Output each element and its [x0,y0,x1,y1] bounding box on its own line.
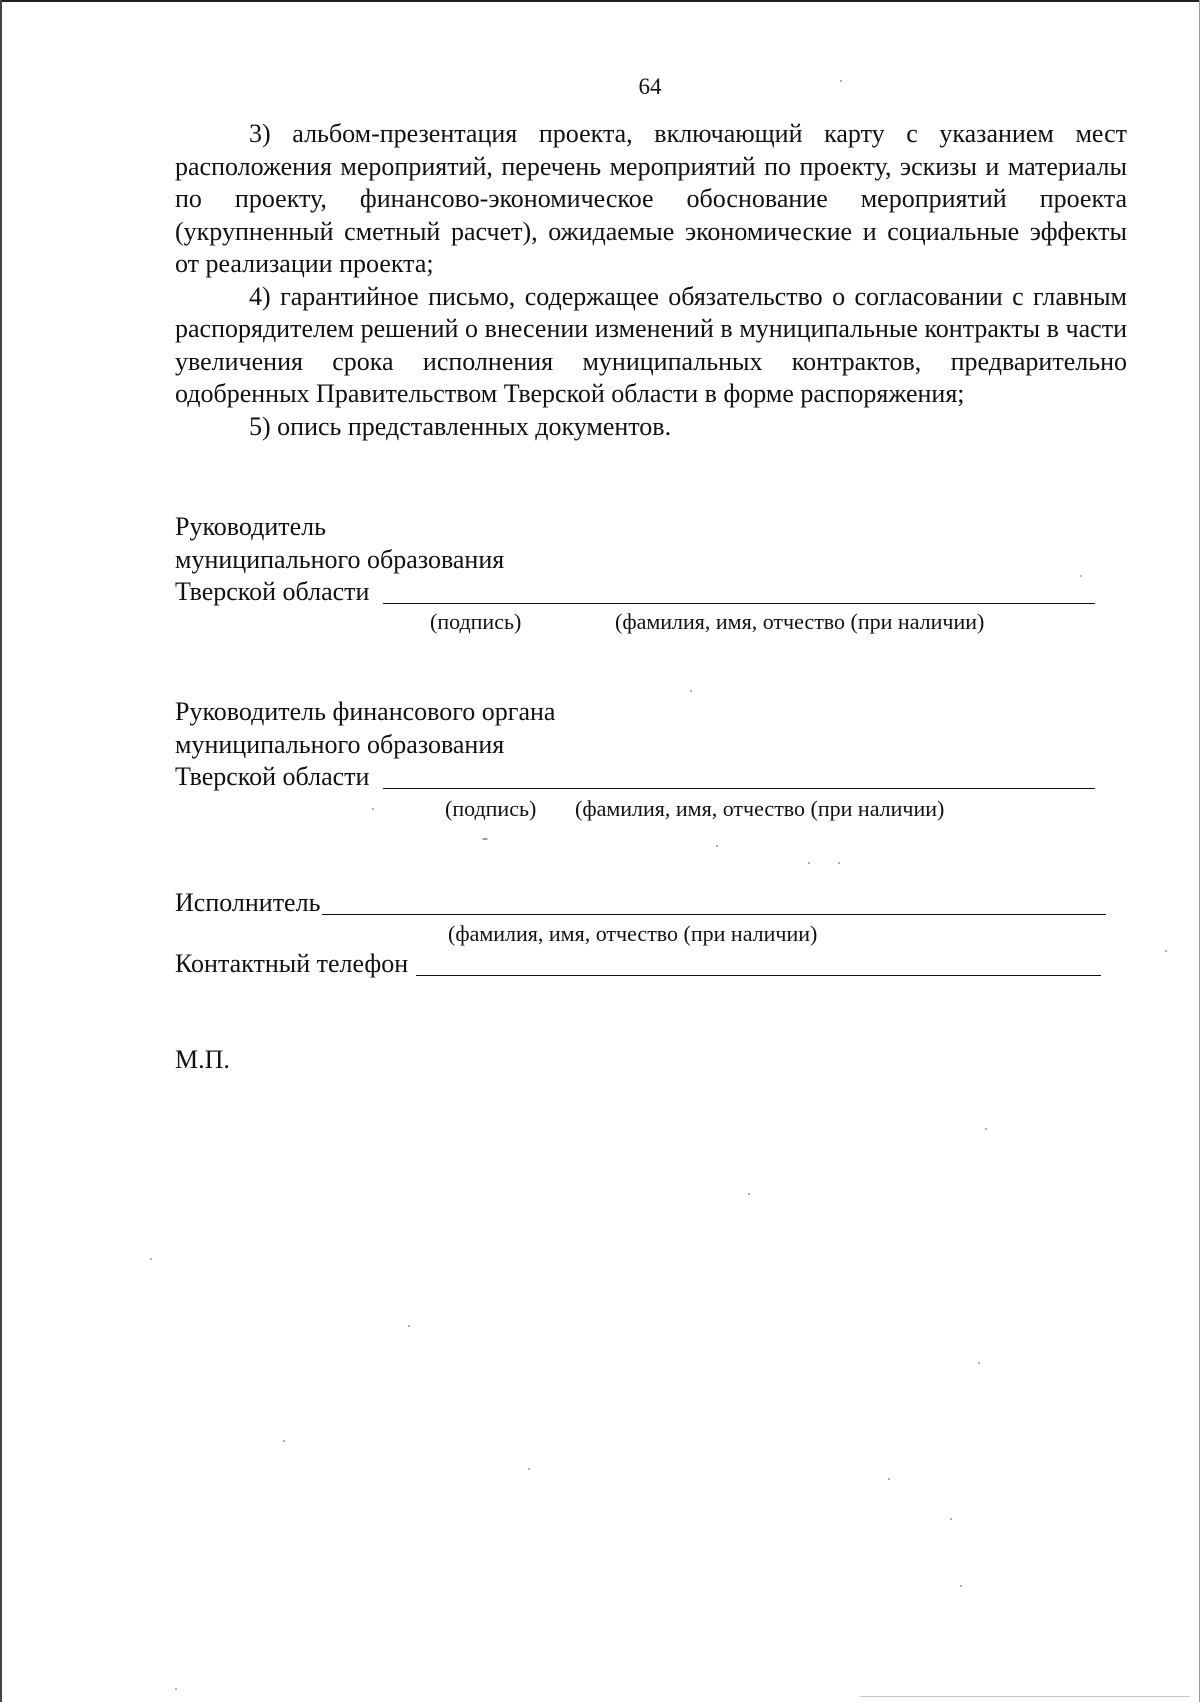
head-title-line3: Тверской области [175,577,370,606]
scan-speck [716,845,718,847]
finance-caption-signature: (подпись) [445,796,537,821]
page-number: 64 [638,74,662,99]
page-frame-left [0,0,2,1702]
scan-speck [408,1325,410,1327]
scan-speck [888,1478,890,1480]
finance-caption-name: (фамилия, имя, отчество (при наличии) [575,796,945,821]
finance-signature-block [175,696,1120,794]
contact-phone-label: Контактный телефон [175,949,409,978]
scan-speck [150,1258,152,1260]
finance-signature-row [175,761,1120,794]
scan-speck [978,1362,980,1364]
scan-edge-mark [860,1696,1190,1697]
scan-speck [283,1440,285,1442]
contact-phone-block [175,948,1120,981]
paragraph-guarantee-letter: 4) гарантийное письмо, содержащее обязательство о согласовании с главным распорядителем решений о внесении изменений в муниципальные контракты в части увеличения срока исполнения муниципальных контрактов, предварительно одобренных Правительством Тверской области в форме распоряжения; [175,281,1127,408]
stamp-place-label: М.П. [175,1045,230,1074]
scan-speck [528,1468,530,1470]
page-frame-top [0,0,1200,2]
executor-block [175,887,1120,920]
executor-row [175,887,1120,920]
scan-speck [985,1128,987,1130]
executor-label: Исполнитель [175,888,321,917]
scan-speck [1165,950,1167,952]
scan-speck [482,838,488,840]
contact-phone-line [416,975,1101,976]
executor-caption-name: (фамилия, имя, отчество (при наличии) [448,921,818,946]
head-signature-block [175,511,1120,609]
scan-speck [840,80,842,82]
scan-speck [808,862,810,864]
scan-speck [372,808,374,810]
finance-title-line1: Руководитель финансового органа [175,697,556,726]
scan-speck [950,1518,952,1520]
document-body [175,118,1127,443]
head-signature-line [383,603,1095,604]
scan-speck [960,1585,962,1587]
scan-speck [1080,575,1082,577]
scan-speck [175,1688,177,1690]
scan-speck [748,1193,750,1195]
paragraph-inventory: 5) опись представленных документов. [249,411,672,441]
head-signature-row [175,576,1120,609]
paragraph-album: 3) альбом-презентация проекта, включающий карту с указанием мест расположения мероприятий, перечень мероприятий по проекту, эскизы и материалы по проекту, финансово-экономическое обоснование мероприятий проекта (укрупненный сметный расчет), ожидаемые экономические и социальные эффекты от реализации проекта; [175,119,1127,278]
head-title-line1: Руководитель [175,512,326,541]
finance-title-line3: Тверской области [175,762,370,791]
contact-phone-row [175,948,1120,981]
scan-speck [838,862,840,864]
head-caption-name: (фамилия, имя, отчество (при наличии) [615,609,985,634]
executor-line [322,914,1106,915]
scan-speck [690,690,692,692]
finance-title-line2: муниципального образования [175,729,505,759]
finance-signature-line [383,788,1095,789]
head-title-line2: муниципального образования [175,544,505,574]
head-caption-signature: (подпись) [430,609,522,634]
